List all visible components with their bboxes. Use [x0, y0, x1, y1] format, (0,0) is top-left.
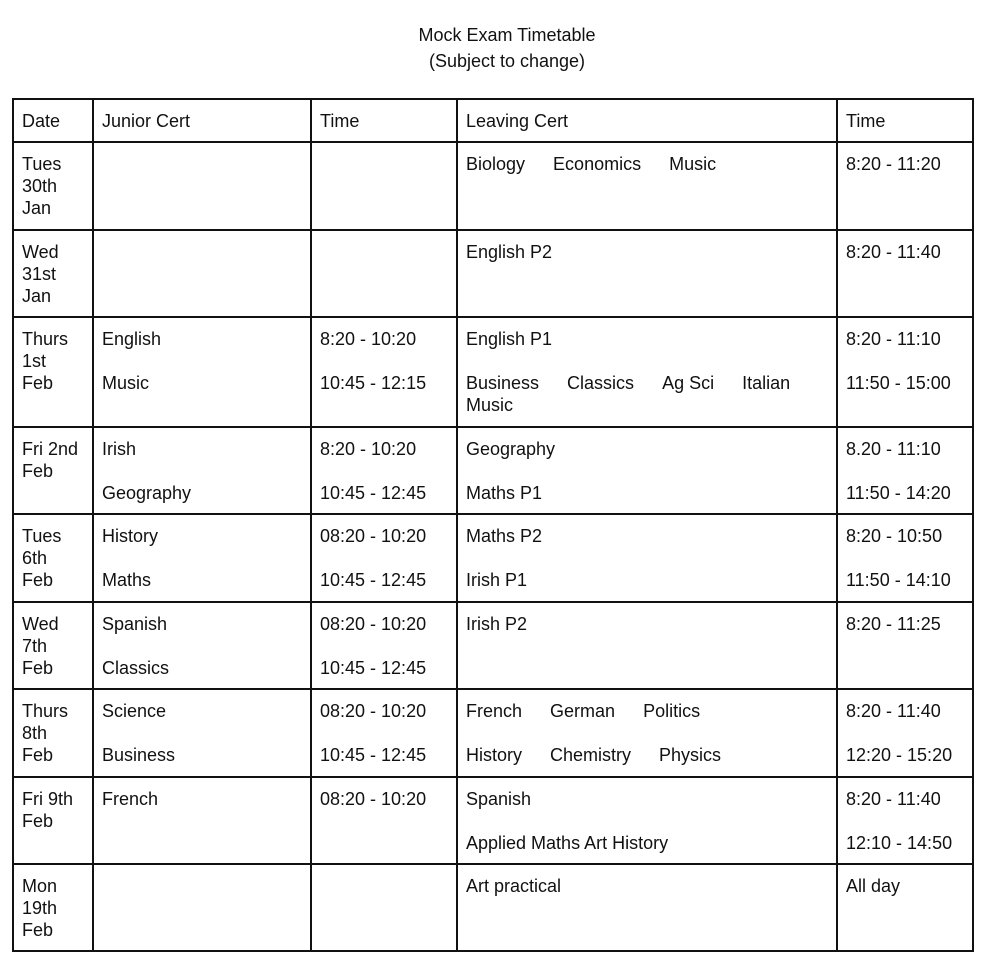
junior-cert-cell	[93, 230, 311, 317]
junior-time-cell	[311, 427, 457, 514]
date-text: Jan	[22, 198, 52, 218]
junior-time: 8:20 - 10:20	[320, 329, 417, 349]
junior-cert-cell	[93, 864, 311, 951]
leaving-time: 12:10 - 14:50	[846, 833, 953, 853]
leaving-time: 11:50 - 15:00	[846, 373, 951, 393]
leaving-subject: Economics	[553, 154, 642, 174]
date-text: Tues	[22, 526, 62, 546]
leaving-subject-line	[466, 788, 828, 810]
junior-time-cell	[311, 864, 457, 951]
leaving-subject-line	[466, 525, 828, 547]
junior-time: 10:45 - 12:15	[320, 373, 427, 393]
table-row	[13, 777, 973, 864]
leaving-cert-cell	[457, 427, 837, 514]
date-text: Mon	[22, 876, 58, 896]
leaving-time: 8:20 - 11:10	[846, 329, 941, 349]
header-date: Date	[13, 99, 93, 142]
leaving-subject: Ag Sci	[662, 373, 715, 393]
header-row	[13, 99, 973, 142]
leaving-time-cell	[837, 689, 973, 777]
header-leaving-cert: Leaving Cert	[457, 99, 837, 142]
date-text: 6th	[22, 548, 48, 568]
table-row	[13, 689, 973, 777]
leaving-time-cell	[837, 514, 973, 602]
date-text: Feb	[22, 745, 54, 765]
junior-time: 10:45 - 12:45	[320, 483, 427, 503]
leaving-time-cell	[837, 317, 973, 427]
date-cell	[13, 230, 93, 317]
junior-cert-cell	[93, 689, 311, 777]
leaving-cert-cell	[457, 230, 837, 317]
junior-time: 8:20 - 10:20	[320, 439, 417, 459]
leaving-cert-cell	[457, 777, 837, 864]
leaving-subject: Geography	[466, 439, 556, 459]
junior-cert-cell	[93, 777, 311, 864]
leaving-time: 12:20 - 15:20	[846, 745, 953, 765]
leaving-subject: Italian	[742, 373, 791, 393]
leaving-time: 8:20 - 11:40	[846, 242, 941, 262]
leaving-cert-cell	[457, 142, 837, 230]
date-text: Feb	[22, 920, 54, 940]
leaving-subject: French	[466, 701, 523, 721]
leaving-subject: English P1	[466, 329, 553, 349]
table-row	[13, 427, 973, 514]
leaving-subject: Biology	[466, 154, 526, 174]
table-row	[13, 317, 973, 427]
date-cell	[13, 427, 93, 514]
junior-subject: French	[102, 789, 159, 809]
header-junior-cert: Junior Cert	[93, 99, 311, 142]
junior-subject: Maths	[102, 570, 152, 590]
date-cell	[13, 689, 93, 777]
leaving-subject-line	[466, 482, 828, 504]
leaving-time: 8:20 - 11:40	[846, 789, 941, 809]
leaving-subject: English P2	[466, 242, 553, 262]
leaving-subject-line	[466, 569, 828, 591]
junior-cert-cell	[93, 142, 311, 230]
leaving-subject: Applied Maths Art History	[466, 833, 669, 853]
date-text: 8th	[22, 723, 48, 743]
date-text: Feb	[22, 461, 54, 481]
title-line-1: Mock Exam Timetable	[418, 25, 596, 45]
junior-time-cell	[311, 230, 457, 317]
table-row	[13, 602, 973, 689]
date-text: Thurs	[22, 701, 69, 721]
junior-subject: Classics	[102, 658, 170, 678]
leaving-time-cell	[837, 427, 973, 514]
junior-time: 08:20 - 10:20	[320, 701, 427, 721]
leaving-time: 8:20 - 10:50	[846, 526, 943, 546]
leaving-subject: Irish P2	[466, 614, 528, 634]
leaving-subject-line	[466, 875, 828, 897]
leaving-cert-cell	[457, 602, 837, 689]
leaving-subject-line	[466, 438, 828, 460]
title-line-2: (Subject to change)	[428, 51, 586, 71]
junior-time: 08:20 - 10:20	[320, 789, 427, 809]
leaving-subject-line	[466, 372, 828, 394]
date-text: 31st	[22, 264, 57, 284]
leaving-subject-line	[466, 700, 828, 722]
leaving-subject: Music	[669, 154, 717, 174]
junior-time-cell	[311, 514, 457, 602]
leaving-time: 11:50 - 14:10	[846, 570, 951, 590]
table-row	[13, 864, 973, 951]
leaving-time: 8:20 - 11:40	[846, 701, 941, 721]
table-row	[13, 142, 973, 230]
leaving-subject-line	[466, 832, 828, 854]
leaving-subject: German	[550, 701, 616, 721]
date-text: Tues	[22, 154, 62, 174]
leaving-time: 8:20 - 11:20	[846, 154, 941, 174]
junior-time-cell	[311, 777, 457, 864]
header-time-leaving: Time	[837, 99, 973, 142]
junior-cert-cell	[93, 602, 311, 689]
leaving-cert-cell	[457, 864, 837, 951]
leaving-subject-line	[466, 744, 828, 766]
date-text: Fri 2nd	[22, 439, 79, 459]
junior-cert-cell	[93, 317, 311, 427]
leaving-subject-line	[466, 241, 828, 263]
date-text: 7th	[22, 636, 48, 656]
date-text: Wed	[22, 242, 59, 262]
leaving-time-cell	[837, 142, 973, 230]
leaving-time: 11:50 - 14:20	[846, 483, 951, 503]
leaving-subject: Spanish	[466, 789, 532, 809]
junior-subject: Music	[102, 373, 150, 393]
leaving-subject: Chemistry	[550, 745, 632, 765]
leaving-time: All day	[846, 876, 901, 896]
date-text: Feb	[22, 570, 54, 590]
date-cell	[13, 142, 93, 230]
leaving-cert-cell	[457, 317, 837, 427]
junior-time-cell	[311, 142, 457, 230]
junior-time: 10:45 - 12:45	[320, 570, 427, 590]
date-cell	[13, 514, 93, 602]
leaving-subject: Classics	[567, 373, 635, 393]
leaving-subject: Maths P1	[466, 483, 543, 503]
date-text: Jan	[22, 286, 52, 306]
leaving-time: 8.20 - 11:10	[846, 439, 941, 459]
leaving-cert-cell	[457, 689, 837, 777]
junior-time-cell	[311, 317, 457, 427]
junior-subject: Business	[102, 745, 176, 765]
date-text: Wed	[22, 614, 59, 634]
leaving-subject: Maths P2	[466, 526, 543, 546]
junior-subject: Spanish	[102, 614, 168, 634]
leaving-subject: Art practical	[466, 876, 562, 896]
junior-subject: Science	[102, 701, 167, 721]
table-row	[13, 514, 973, 602]
leaving-subject-line	[466, 394, 828, 416]
junior-time-cell	[311, 602, 457, 689]
junior-time-cell	[311, 689, 457, 777]
leaving-subject: Music	[466, 395, 514, 415]
junior-subject: English	[102, 329, 162, 349]
date-cell	[13, 777, 93, 864]
table-row	[13, 230, 973, 317]
page-title	[0, 22, 984, 74]
leaving-subject-line	[466, 328, 828, 350]
date-cell	[13, 864, 93, 951]
leaving-subject: Business	[466, 373, 540, 393]
leaving-subject: Irish P1	[466, 570, 528, 590]
junior-time: 08:20 - 10:20	[320, 526, 427, 546]
date-text: Feb	[22, 811, 54, 831]
leaving-time-cell	[837, 864, 973, 951]
junior-subject: Irish	[102, 439, 137, 459]
junior-time: 10:45 - 12:45	[320, 745, 427, 765]
date-text: 30th	[22, 176, 58, 196]
junior-subject: History	[102, 526, 159, 546]
leaving-subject: History	[466, 745, 523, 765]
leaving-time-cell	[837, 230, 973, 317]
leaving-subject-line	[466, 153, 828, 175]
date-text: Feb	[22, 658, 54, 678]
junior-cert-cell	[93, 427, 311, 514]
leaving-cert-cell	[457, 514, 837, 602]
leaving-subject-line	[466, 613, 828, 635]
date-text: 1st	[22, 351, 47, 371]
date-cell	[13, 317, 93, 427]
date-text: Feb	[22, 373, 54, 393]
junior-time: 08:20 - 10:20	[320, 614, 427, 634]
leaving-time-cell	[837, 777, 973, 864]
leaving-subject: Politics	[643, 701, 701, 721]
junior-subject: Geography	[102, 483, 192, 503]
leaving-subject: Physics	[659, 745, 722, 765]
timetable	[12, 98, 974, 952]
date-cell	[13, 602, 93, 689]
leaving-time: 8:20 - 11:25	[846, 614, 941, 634]
leaving-time-cell	[837, 602, 973, 689]
junior-cert-cell	[93, 514, 311, 602]
date-text: Thurs	[22, 329, 69, 349]
date-text: 19th	[22, 898, 58, 918]
date-text: Fri 9th	[22, 789, 74, 809]
header-time-junior: Time	[311, 99, 457, 142]
junior-time: 10:45 - 12:45	[320, 658, 427, 678]
